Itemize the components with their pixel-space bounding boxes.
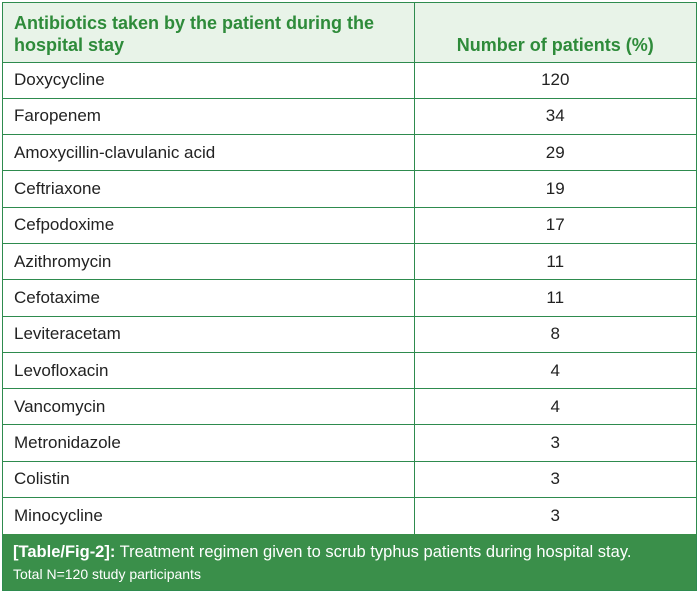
antibiotics-table — [3, 3, 696, 534]
table-row — [3, 135, 696, 171]
caption-line — [13, 542, 686, 562]
antibiotic-name-cell: Cefpodoxime — [3, 207, 414, 243]
antibiotic-name-cell: Amoxycillin-clavulanic acid — [3, 135, 414, 171]
table-row — [3, 62, 696, 98]
patient-count-cell: 19 — [414, 171, 696, 207]
caption-label: [Table/Fig-2]: — [13, 543, 116, 561]
header-antibiotics: Antibiotics taken by the patient during the hospital stay — [3, 3, 414, 62]
table-body — [3, 62, 696, 534]
antibiotic-name-cell: Faropenem — [3, 98, 414, 134]
patient-count-cell: 29 — [414, 135, 696, 171]
caption-note: Total N=120 study participants — [13, 566, 201, 582]
patient-count-cell: 4 — [414, 352, 696, 388]
figure-caption — [3, 534, 696, 590]
table-row — [3, 243, 696, 279]
table-row — [3, 461, 696, 497]
antibiotic-name-cell: Minocycline — [3, 498, 414, 534]
antibiotic-name-cell: Levofloxacin — [3, 352, 414, 388]
antibiotic-name-cell: Ceftriaxone — [3, 171, 414, 207]
table-row — [3, 98, 696, 134]
table-row — [3, 316, 696, 352]
table-row — [3, 207, 696, 243]
antibiotic-name-cell: Colistin — [3, 461, 414, 497]
antibiotic-name-cell: Doxycycline — [3, 62, 414, 98]
patient-count-cell: 3 — [414, 425, 696, 461]
patient-count-cell: 34 — [414, 98, 696, 134]
patient-count-cell: 120 — [414, 62, 696, 98]
table-row — [3, 389, 696, 425]
header-number-of-patients: Number of patients (%) — [414, 3, 696, 62]
antibiotic-name-cell: Leviteracetam — [3, 316, 414, 352]
patient-count-cell: 17 — [414, 207, 696, 243]
patient-count-cell: 11 — [414, 280, 696, 316]
table-header-row — [3, 3, 696, 62]
antibiotic-name-cell: Metronidazole — [3, 425, 414, 461]
antibiotic-name-cell: Azithromycin — [3, 243, 414, 279]
table-row — [3, 498, 696, 534]
patient-count-cell: 4 — [414, 389, 696, 425]
table-figure — [2, 2, 697, 591]
caption-text: Treatment regimen given to scrub typhus patients during hospital stay. — [119, 543, 632, 561]
table-row — [3, 352, 696, 388]
patient-count-cell: 8 — [414, 316, 696, 352]
patient-count-cell: 3 — [414, 498, 696, 534]
table-row — [3, 171, 696, 207]
patient-count-cell: 3 — [414, 461, 696, 497]
antibiotic-name-cell: Vancomycin — [3, 389, 414, 425]
table-row — [3, 280, 696, 316]
table-row — [3, 425, 696, 461]
antibiotic-name-cell: Cefotaxime — [3, 280, 414, 316]
patient-count-cell: 11 — [414, 243, 696, 279]
